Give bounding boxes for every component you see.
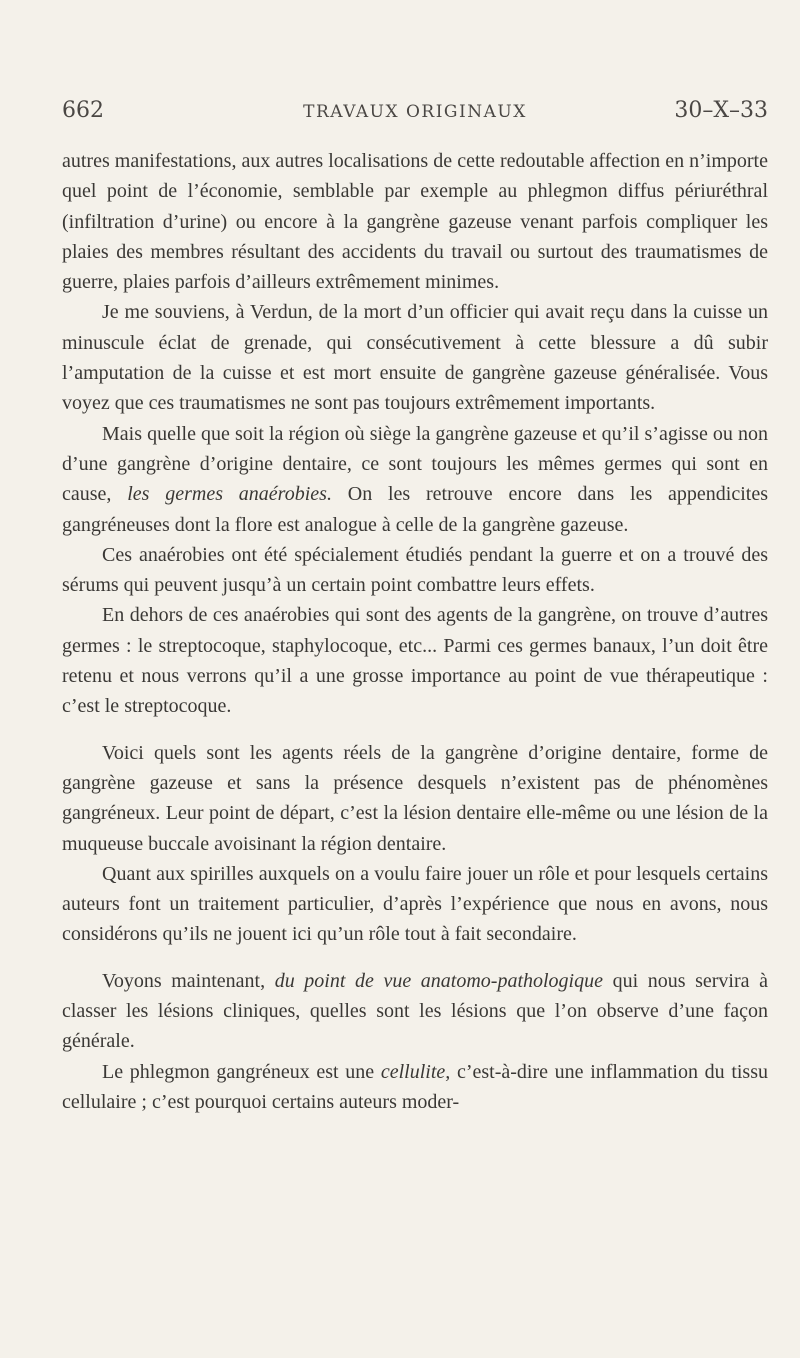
text-run: Je me souviens, à Verdun, de la mort d’un officier qui avait reçu dans la cuisse un minuscule éclat de grenade, qui consécutivement à cette blessure a dû subir l’amputation de la cuisse et est mort ensuite de gangrène gazeuse généralisée. Vous voyez que ces traumatismes ne sont pas toujours extrêmement importants. bbox=[62, 301, 768, 415]
italic-text: cellulite, bbox=[380, 1060, 451, 1083]
page-header bbox=[62, 98, 768, 128]
paragraph bbox=[62, 1057, 768, 1118]
paragraph bbox=[62, 419, 768, 540]
paragraph bbox=[62, 540, 768, 601]
text-run: autres manifestations, aux autres localisations de cette redoutable affection en n’importe quel point de l’économie, semblable par exemple au phlegmon diffus périuréthral (infiltration d’urine) ou encore à la gangrène gazeuse venant parfois compliquer les plaies des membres résultant des accidents du travail ou surtout des traumatismes de guerre, plaies parfois d’ailleurs extrêmement minimes. bbox=[62, 150, 768, 294]
issue-date: 30–X–33 bbox=[674, 98, 768, 123]
text-run: Ces anaérobies ont été spécialement étudiés pendant la guerre et on a trouvé des sérums qui peuvent jusqu’à un certain point combattre leurs effets. bbox=[62, 543, 768, 597]
paragraph bbox=[62, 600, 768, 721]
text-run: En dehors de ces anaérobies qui sont des agents de la gangrène, on trouve d’autres germes : le streptocoque, staphylocoque, etc... Parmi ces germes banaux, l’un doit être retenu et nous verrons qu’il a une grosse importance au point de vue thérapeutique : c’est le streptocoque. bbox=[62, 604, 768, 718]
running-title: TRAVAUX ORIGINAUX bbox=[303, 102, 527, 122]
paragraph bbox=[62, 297, 768, 418]
paragraph bbox=[62, 738, 768, 859]
italic-text: du point de vue anatomo-pathologique bbox=[274, 969, 603, 992]
italic-text: les germes anaérobies. bbox=[127, 483, 332, 506]
text-run: Le phlegmon gangréneux est une bbox=[102, 1060, 381, 1083]
text-run: Voici quels sont les agents réels de la gangrène d’origine dentaire, forme de gangrène gazeuse et sans la présence desquels n’existent pas de phénomènes gangréneux. Leur point de départ, c’est la lésion dentaire elle-même ou une lésion de la muqueuse buccale avoisinant la région dentaire. bbox=[62, 741, 768, 855]
text-run: qui nous servira à classer les lésions cliniques, quelles sont les lésions que l’on observe d’une façon générale. bbox=[62, 969, 768, 1053]
text-run: Mais quelle que soit la région où siège la gangrène gazeuse et qu’il s’agisse ou non d’une gangrène d’origine dentaire, ce sont toujours les mêmes germes qui sont en cause, bbox=[62, 422, 768, 506]
text-run: c’est-à-dire une inflammation du tissu cellulaire ; c’est pourquoi certains auteurs moder- bbox=[62, 1060, 768, 1113]
text-run: Voyons maintenant, bbox=[102, 969, 275, 992]
page-number: 662 bbox=[62, 98, 104, 123]
paragraph bbox=[62, 859, 768, 950]
paragraph bbox=[62, 146, 768, 297]
paragraph bbox=[62, 966, 768, 1057]
text-run: Quant aux spirilles auxquels on a voulu faire jouer un rôle et pour lesquels certains auteurs font un traitement particulier, d’après l’expérience que nous en avons, nous considérons qu’ils ne jouent ici qu’un rôle tout à fait secondaire. bbox=[62, 862, 768, 946]
text-run: On les retrouve encore dans les appendicites gangréneuses dont la flore est analogue à celle de la gangrène gazeuse. bbox=[62, 483, 768, 536]
article-body bbox=[62, 146, 768, 1117]
